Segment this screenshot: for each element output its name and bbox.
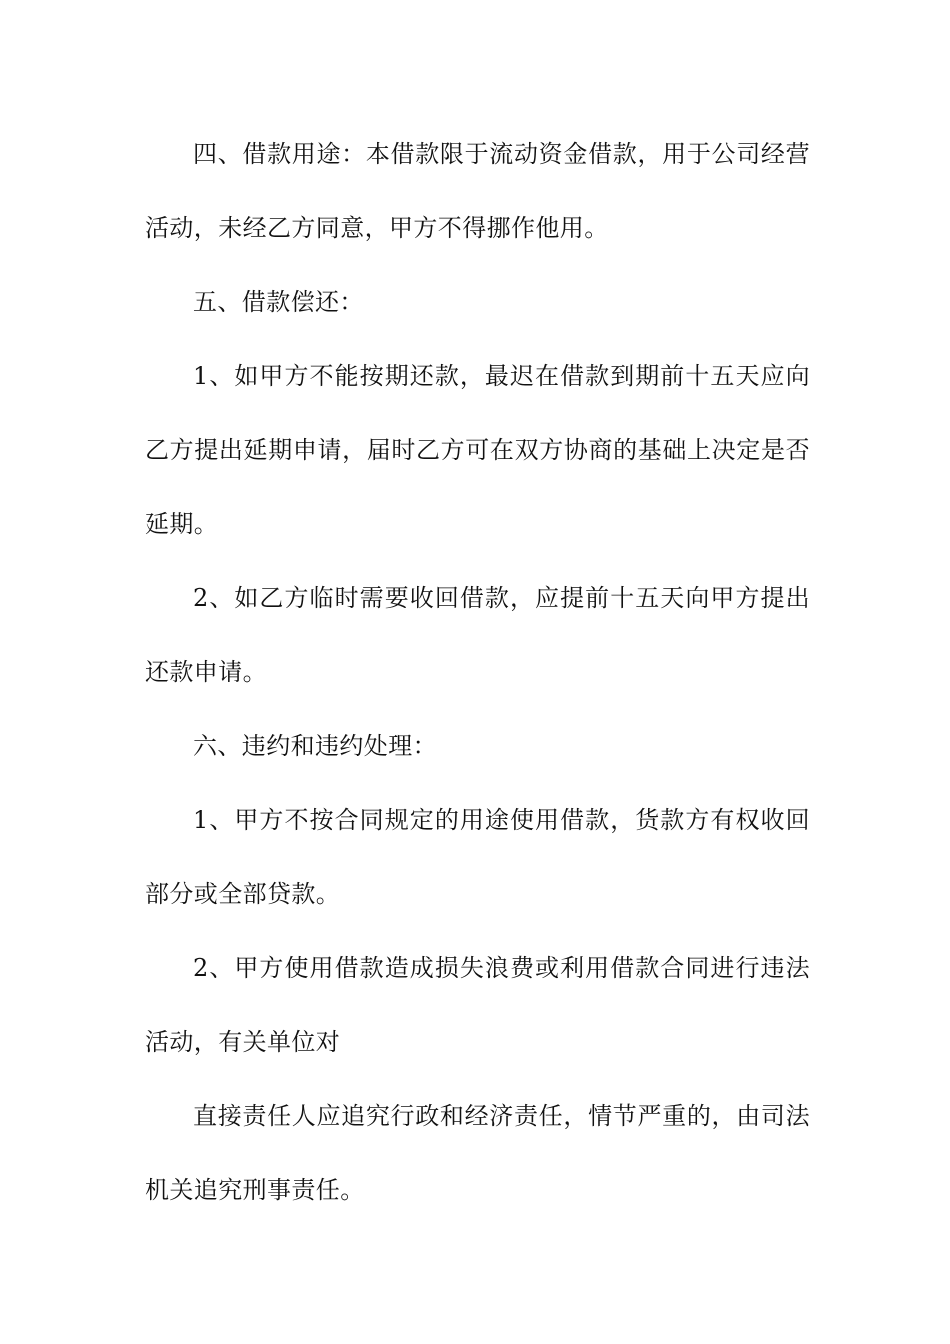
paragraph-breach-clause-1: 1、甲方不按合同规定的用途使用借款，货款方有权收回部分或全部贷款。 xyxy=(145,806,810,908)
paragraph-repayment-clause-2: 2、如乙方临时需要收回借款，应提前十五天向甲方提出还款申请。 xyxy=(145,584,810,686)
paragraph-repayment-clause-1: 1、如甲方不能按期还款，最迟在借款到期前十五天应向乙方提出延期申请，届时乙方可在双方协商的基础上决定是否延期。 xyxy=(145,362,810,538)
paragraph-breach-clause-2-continued: 直接责任人应追究行政和经济责任，情节严重的，由司法机关追究刑事责任。 xyxy=(145,1102,810,1204)
paragraph-breach-clause-2: 2、甲方使用借款造成损失浪费或利用借款合同进行违法活动，有关单位对 xyxy=(145,954,810,1056)
paragraph-loan-purpose: 四、借款用途：本借款限于流动资金借款，用于公司经营活动，未经乙方同意，甲方不得挪作他用。 xyxy=(145,140,810,242)
paragraph-loan-repayment-heading: 五、借款偿还： xyxy=(193,288,364,316)
paragraph-breach-heading: 六、违约和违约处理： xyxy=(193,732,437,760)
